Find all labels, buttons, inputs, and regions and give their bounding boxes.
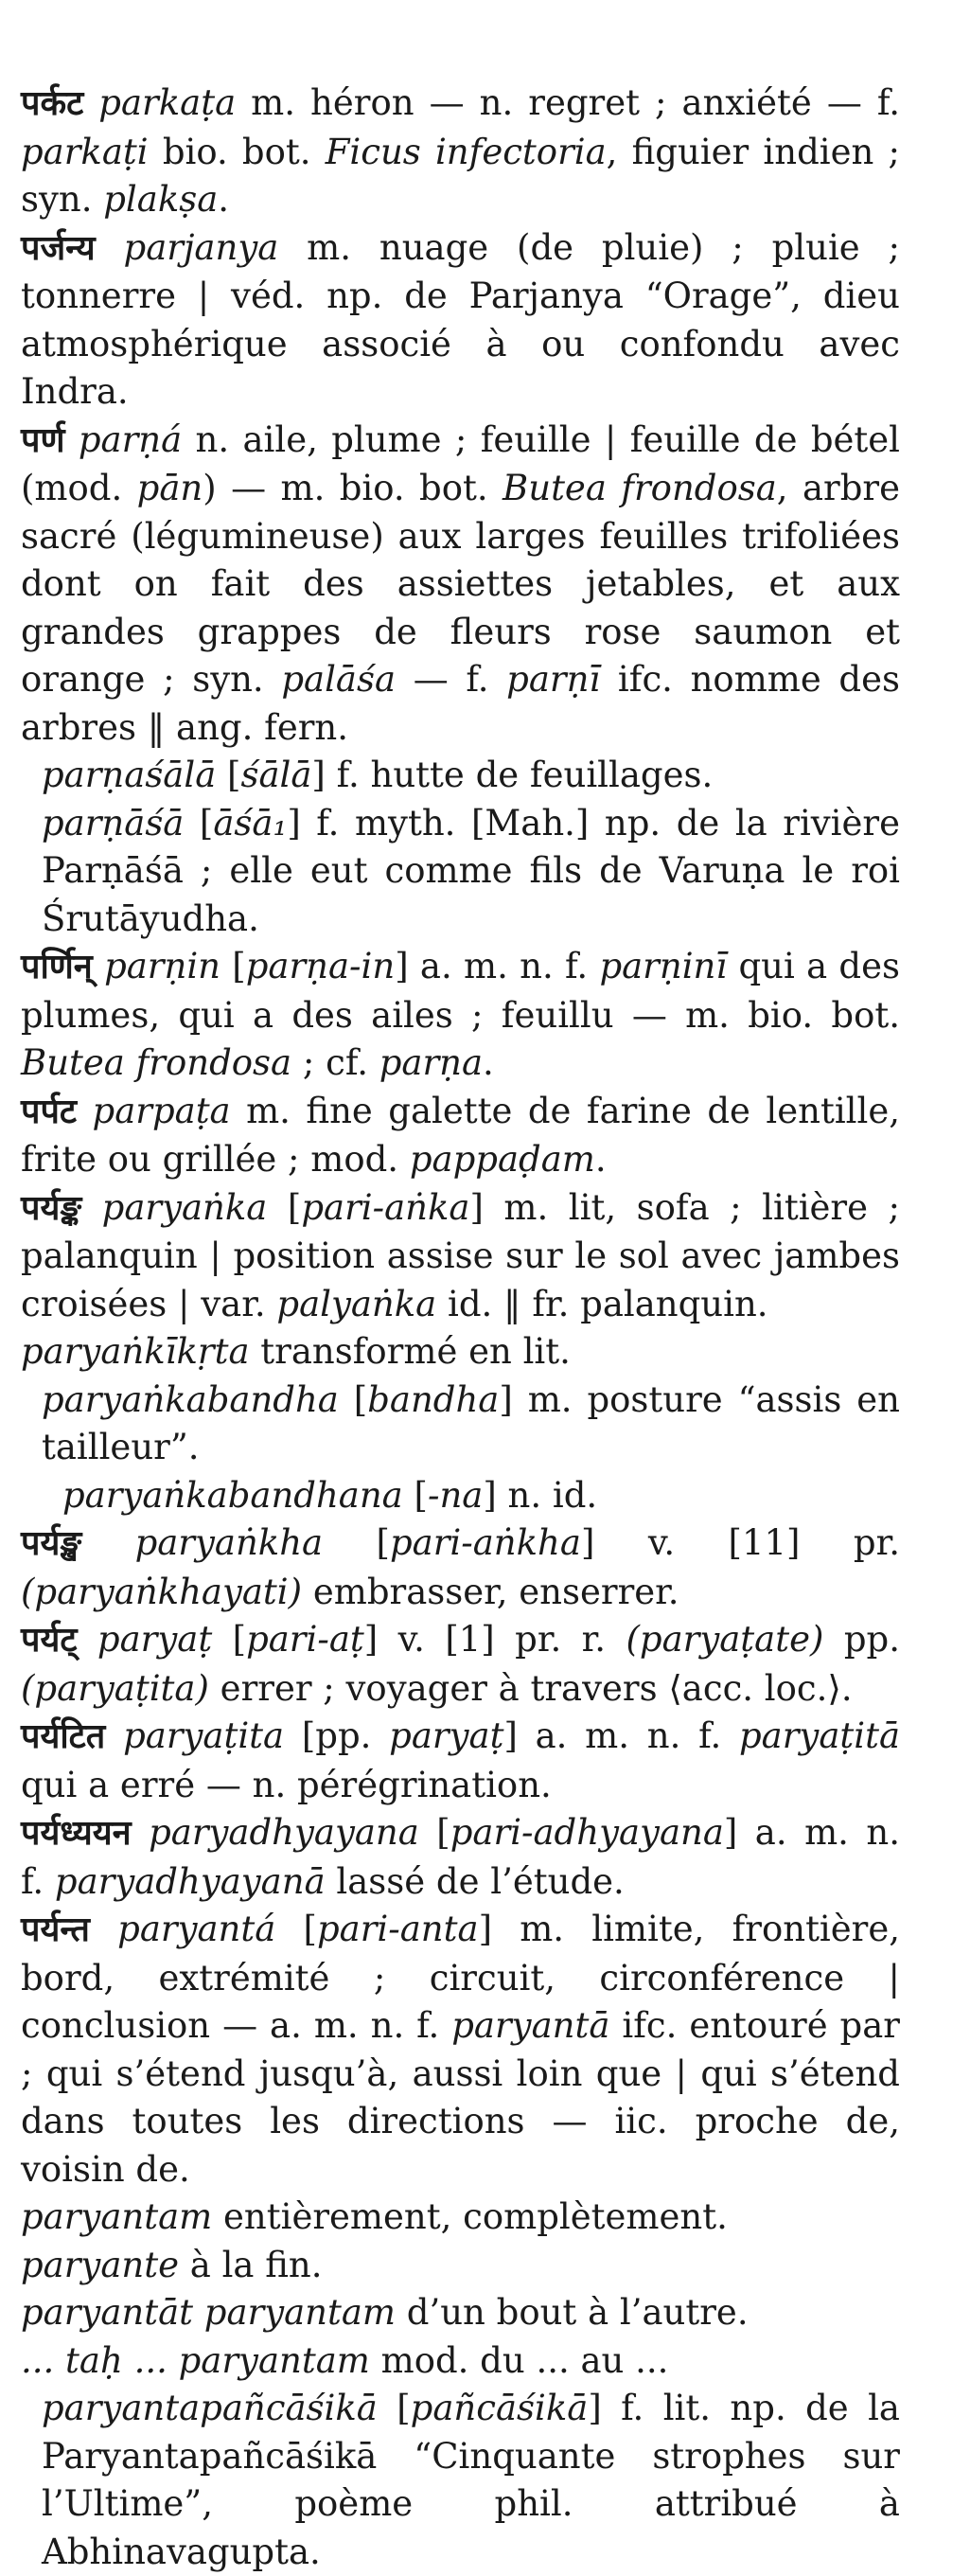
italic-term: ... taḥ ... paryantam bbox=[21, 2339, 370, 2381]
italic-term: paryadhyayana bbox=[149, 1812, 419, 1853]
italic-term: (paryaṭita) bbox=[21, 1667, 209, 1709]
definition-text: ] f. myth. [Mah.] np. de la rivière Parṇāśā ; elle eut comme fils de Varuṇa le roi Śrutāyudha. bbox=[42, 802, 900, 939]
sub-entry bbox=[21, 2242, 900, 2290]
italic-term: paryaṅkha bbox=[134, 1522, 324, 1563]
italic-term: parṇa bbox=[379, 1042, 484, 1083]
italic-term: paryantá bbox=[117, 1909, 276, 1949]
definition-text: à la fin. bbox=[179, 2244, 323, 2285]
italic-term: Butea frondosa bbox=[21, 1042, 292, 1083]
definition-text: lassé de l’étude. bbox=[325, 1860, 625, 1902]
italic-term: parjanya bbox=[123, 226, 279, 268]
definition-text: m. nuage (de pluie) ; pluie ; tonnerre | véd. np. de Parjanya “Orage”, dieu atmosphérique associé à ou confondu avec Indra. bbox=[21, 226, 900, 412]
italic-term: paryaṭita bbox=[123, 1715, 285, 1756]
definition-text: . bbox=[483, 1042, 494, 1083]
italic-term: parṇāśā bbox=[42, 802, 185, 844]
italic-term: paryante bbox=[21, 2244, 179, 2285]
italic-term: parkaṭa bbox=[98, 82, 237, 123]
definition-text: n. aile, plume ; feuille | feuille de bétel (mod. bbox=[21, 418, 900, 508]
definition-text: ifc. nomme des arbres ‖ ang. fern. bbox=[21, 659, 900, 748]
devanagari-headword: पर्यन्त bbox=[21, 1910, 90, 1949]
sub-entry bbox=[42, 1377, 900, 1472]
dictionary-entry bbox=[21, 417, 900, 753]
sub-entry bbox=[42, 800, 900, 944]
devanagari-headword: पर्यट् bbox=[21, 1621, 78, 1660]
italic-term: (paryaṭate) bbox=[626, 1619, 824, 1660]
definition-text: ] a. m. n. f. bbox=[503, 1715, 739, 1756]
dictionary-entry bbox=[21, 80, 900, 224]
italic-term: paryaṭ bbox=[389, 1715, 504, 1756]
devanagari-headword: पर्ण bbox=[21, 420, 65, 460]
italic-term: pān bbox=[136, 468, 203, 508]
devanagari-headword: पर्यङ्क bbox=[21, 1188, 82, 1228]
dictionary-entry bbox=[21, 1713, 900, 1809]
definition-text: [ bbox=[418, 1812, 450, 1853]
devanagari-headword: पर्यध्ययन bbox=[21, 1814, 132, 1853]
italic-term: parṇaśālā bbox=[42, 755, 217, 795]
italic-term: pari-anta bbox=[316, 1909, 479, 1949]
definition-text: ] m. limite, frontière, bord, extrémité ; circuit, circonférence | conclusion — a. m. n. f. bbox=[21, 1909, 901, 2046]
definition-text: ] a. m. n. f. bbox=[21, 1812, 900, 1902]
definition-text: . bbox=[218, 179, 230, 220]
definition-text: ] m. lit, sofa ; litière ; palanquin | position assise sur le sol avec jambes croisées | var. bbox=[21, 1186, 900, 1324]
italic-term: plakṣa bbox=[103, 179, 219, 220]
italic-term: parṇá bbox=[78, 418, 183, 460]
definition-text: , figuier indien ; syn. bbox=[21, 131, 901, 220]
sub-entry bbox=[21, 2337, 900, 2386]
dictionary-entry bbox=[21, 943, 900, 1088]
italic-term: pari-aṅkha bbox=[389, 1522, 581, 1563]
definition-text: ] a. m. n. f. bbox=[395, 946, 600, 986]
italic-term: paryantapañcāśikā bbox=[42, 2388, 378, 2428]
definition-text: [ bbox=[267, 1186, 302, 1228]
devanagari-headword: पर्पट bbox=[21, 1092, 78, 1131]
definition-text: ] n. id. bbox=[483, 1474, 598, 1516]
devanagari-headword: पर्यटित bbox=[21, 1717, 106, 1756]
definition-text: — f. bbox=[396, 659, 507, 700]
italic-term: palāśa bbox=[281, 659, 397, 700]
definition-text: ] m. posture “assis en tailleur”. bbox=[42, 1378, 900, 1467]
italic-term: paryaṅkabandha bbox=[42, 1378, 339, 1420]
italic-term: -na bbox=[427, 1474, 484, 1516]
italic-term: āśā₁ bbox=[213, 802, 288, 844]
italic-term: paryaṅkabandhana bbox=[62, 1474, 403, 1516]
italic-term: palyaṅka bbox=[276, 1283, 437, 1324]
italic-term: paryaṭ bbox=[97, 1619, 213, 1660]
definition-text: [ bbox=[212, 1619, 247, 1660]
definition-text: ) — m. bio. bot. bbox=[203, 468, 503, 508]
dictionary-entry bbox=[21, 1519, 900, 1616]
dictionary-entry bbox=[21, 224, 900, 417]
definition-text: m. fine galette de farine de lentille, frite ou grillée ; mod. bbox=[21, 1090, 900, 1180]
italic-term: paryaṅka bbox=[101, 1186, 268, 1228]
italic-term: paryantam bbox=[21, 2196, 213, 2237]
italic-term: Ficus infectoria bbox=[325, 131, 607, 172]
italic-term: parkaṭi bbox=[21, 131, 149, 172]
definition-text: ] v. [11] pr. bbox=[580, 1522, 900, 1563]
definition-text: . bbox=[594, 1139, 607, 1180]
definition-text: ] f. hutte de feuillages. bbox=[311, 755, 714, 795]
dictionary-entry bbox=[21, 1809, 900, 1906]
devanagari-headword: पर्यङ्ख bbox=[21, 1524, 82, 1563]
definition-text: [ bbox=[216, 755, 241, 795]
italic-term: paryadhyayanā bbox=[54, 1860, 326, 1902]
definition-text: [ bbox=[323, 1522, 390, 1563]
definition-text: [ bbox=[220, 946, 246, 986]
italic-term: pari-aṭ bbox=[246, 1619, 364, 1660]
devanagari-headword: पर्जन्य bbox=[21, 228, 96, 268]
definition-text: ] f. lit. np. de la Paryantapañcāśikā “Cinquante strophes sur l’Ultime”, poème phil. attribué à Abhinavagupta. bbox=[42, 2388, 900, 2572]
definition-text: embrasser, enserrer. bbox=[302, 1571, 679, 1612]
dictionary-entry bbox=[21, 1088, 900, 1184]
definition-text: [ bbox=[402, 1474, 428, 1516]
definition-text: qui a erré — n. pérégrination. bbox=[21, 1764, 552, 1805]
sub-entry bbox=[21, 2289, 900, 2337]
dictionary-entry bbox=[21, 1616, 900, 1713]
devanagari-headword: पर्णिन् bbox=[21, 948, 93, 986]
sub-entry bbox=[21, 1328, 900, 1377]
definition-text: d’un bout à l’autre. bbox=[396, 2292, 749, 2333]
definition-text: [ bbox=[377, 2388, 411, 2428]
italic-term: parpaṭa bbox=[92, 1090, 231, 1131]
italic-term: paryantāt paryantam bbox=[21, 2292, 397, 2333]
sub-entry bbox=[42, 2385, 900, 2576]
italic-term: paryantā bbox=[451, 2005, 610, 2046]
definition-text: bio. bot. bbox=[148, 131, 326, 172]
italic-term: śālā bbox=[240, 755, 312, 795]
italic-term: paryaṅkīkṛta bbox=[21, 1331, 250, 1372]
definition-text: [ bbox=[184, 802, 214, 844]
definition-text: entièrement, complètement. bbox=[212, 2196, 728, 2237]
dictionary-entry bbox=[21, 1184, 900, 1329]
definition-text: , arbre sacré (légumineuse) aux larges feuilles trifoliées dont on fait des assiettes jetables, et aux grandes grappes de fleurs rose saumon et orange ; syn. bbox=[21, 468, 900, 700]
italic-term: pappaḍam bbox=[409, 1139, 595, 1180]
definition-text: qui a des plumes, qui a des ailes ; feuillu — m. bio. bot. bbox=[21, 946, 901, 1036]
italic-term: pañcāśikā bbox=[410, 2388, 589, 2428]
definition-text: [ bbox=[275, 1909, 317, 1949]
italic-term: parṇin bbox=[104, 946, 220, 986]
dictionary-entry bbox=[21, 1906, 900, 2194]
sub-entry bbox=[62, 1472, 900, 1520]
definition-text: errer ; voyager à travers ⟨acc. loc.⟩. bbox=[208, 1667, 853, 1709]
definition-text: [pp. bbox=[284, 1715, 390, 1756]
italic-term: parṇī bbox=[506, 659, 601, 700]
italic-term: paryaṭitā bbox=[738, 1715, 901, 1756]
definition-text: transformé en lit. bbox=[249, 1331, 571, 1372]
definition-text: ; cf. bbox=[291, 1042, 379, 1083]
italic-term: parṇa-in bbox=[245, 946, 396, 986]
sub-entry bbox=[21, 2194, 900, 2242]
definition-text: [ bbox=[338, 1378, 368, 1420]
italic-term: Butea frondosa bbox=[503, 468, 777, 508]
italic-term: parṇinī bbox=[599, 946, 728, 986]
definition-text: id. ‖ fr. palanquin. bbox=[436, 1283, 768, 1324]
definition-text: m. héron — n. regret ; anxiété — f. bbox=[236, 82, 900, 123]
italic-term: (paryaṅkhayati) bbox=[21, 1571, 303, 1612]
definition-text: pp. bbox=[823, 1619, 900, 1660]
devanagari-headword: पर्कट bbox=[21, 84, 84, 123]
italic-term: bandha bbox=[367, 1378, 500, 1420]
sub-entry bbox=[42, 752, 900, 800]
definition-text: ] v. [1] pr. r. bbox=[363, 1619, 626, 1660]
italic-term: pari-adhyayana bbox=[450, 1812, 724, 1853]
definition-text: ifc. entouré par ; qui s’étend jusqu’à, aussi loin que | qui s’étend dans toutes les directions — iic. proche de, voisin de. bbox=[21, 2005, 900, 2190]
italic-term: pari-aṅka bbox=[301, 1186, 470, 1228]
definition-text: mod. du ... au ... bbox=[369, 2339, 669, 2381]
